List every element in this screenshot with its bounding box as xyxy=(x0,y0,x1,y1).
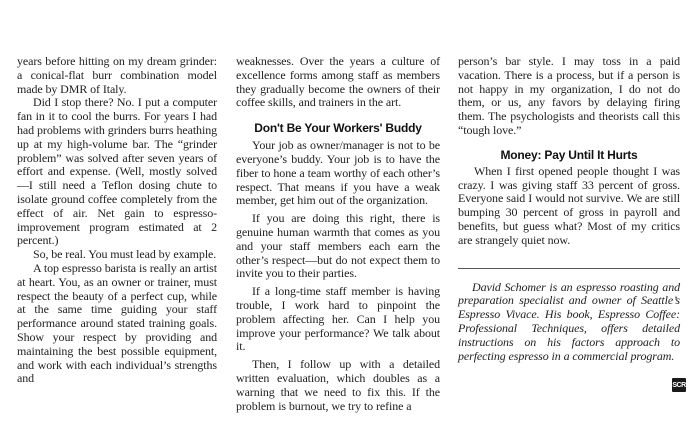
section-heading: Don't Be Your Workers' Buddy xyxy=(254,121,422,136)
author-bio-text: David Schomer is an espresso roasting and preparation specialist and owner of Seattle’s Espresso Vivace. His book, Espresso Coffee: Professional Techniques, offers detailed instructions on his factors approach to perfecting espresso in a commercial program. xyxy=(458,279,680,363)
paragraph: If a long-time staff member is having trouble, I work hard to pinpoint the problem affecting her. Can I help you improve your performance? We talk about it. xyxy=(236,284,440,354)
paragraph: If you are doing this right, there is genuine human warmth that comes as you and your staff members each earn the other’s respect—but do not expect them to invite you to their parties. xyxy=(236,211,440,281)
column-1 xyxy=(17,55,217,386)
scr-logo: SCR xyxy=(672,378,686,392)
paragraph: weaknesses. Over the years a culture of excellence forms among staff as members they gradually become the owners of their coffee skills, and trainers in the art. xyxy=(236,54,440,110)
paragraph: Did I stop there? No. I put a computer fan in it to cool the burrs. For years I had had problems with grinders burrs heathing up at my high-volume bar. The “grinder problem” was solved after seven years of effort and expense. (Well, mostly solved—I still need a Teflon dosing chute to isolate ground coffee completely from the effect of air. Net gain to espresso-improvement program estimated at 2 percent.) xyxy=(17,95,217,248)
paragraph: A top espresso barista is really an artist at heart. You, as an owner or trainer, must respect the beauty of a perfect cup, while at the same time guiding your staff performance around stated training goals. Show your respect by providing and maintaining the best possible equipment, and work with each individual’s strengths and xyxy=(17,260,217,386)
paragraph: years before hitting on my dream grinder: a conical-flat burr combination model made by DMR of Italy. xyxy=(17,54,217,96)
author-bio xyxy=(458,281,680,364)
paragraph: person’s bar style. I may toss in a paid vacation. There is a process, but if a person is not happy in my organization, I do not do them, or us, any favors by delaying firing them. The psychologists and theorists call this “tough love.” xyxy=(458,54,680,137)
paragraph: So, be real. You must lead by example. xyxy=(33,247,217,262)
divider-rule xyxy=(458,268,680,269)
paragraph: Your job as owner/manager is not to be everyone’s buddy. Your job is to have the fiber to hone a team worthy of each other’s respect. That means if you have a weak member, get him out of the organization. xyxy=(236,138,440,208)
column-2 xyxy=(236,55,440,413)
paragraph: When I first opened people thought I was crazy. I was giving staff 33 percent of gross. Everyone said I would not survive. We are still bumping 30 percent of gross in payroll and benefits, but guess what? Most of my critics are strangely quiet now. xyxy=(458,163,680,247)
column-3 xyxy=(458,55,680,363)
section-heading: Money: Pay Until It Hurts xyxy=(500,147,638,162)
paragraph: Then, I follow up with a detailed written evaluation, which doubles as a warning that we need to fix this. If the problem is burnout, we try to refine a xyxy=(236,357,440,413)
